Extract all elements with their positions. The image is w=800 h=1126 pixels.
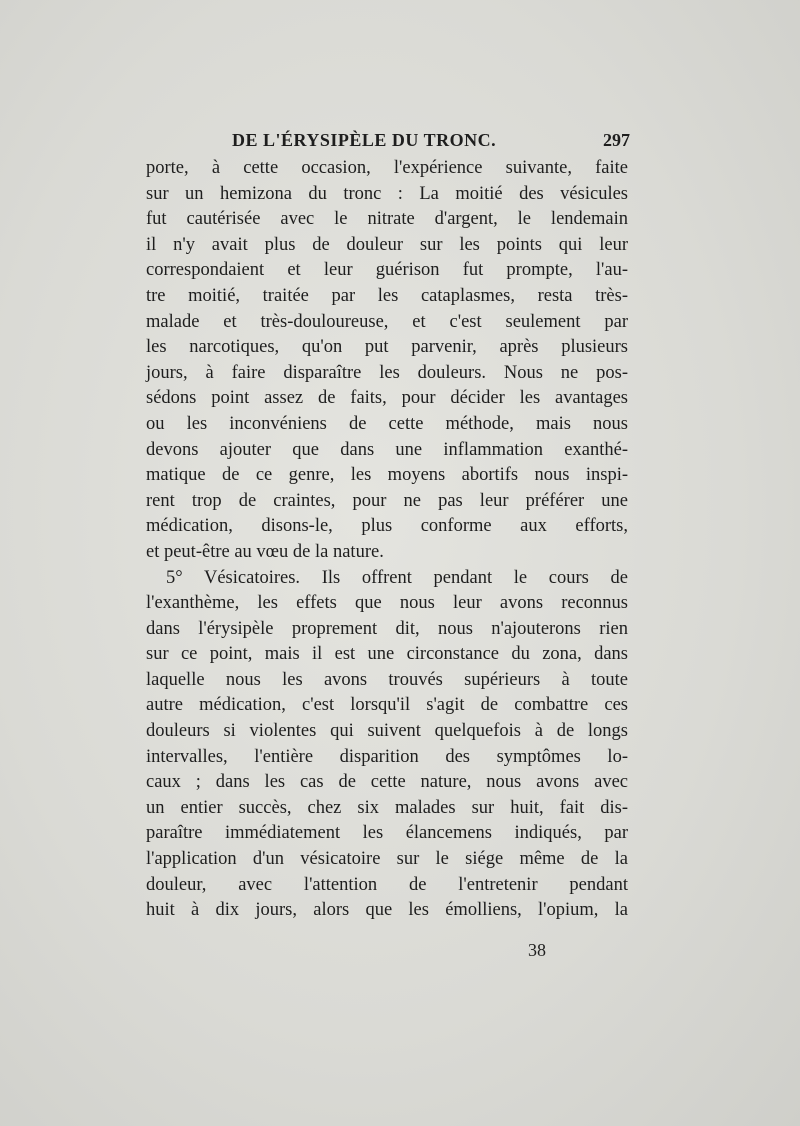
text-line: les narcotiques, qu'on put parvenir, après plusieurs	[146, 337, 628, 358]
text-line: médication, disons-le, plus conforme aux efforts,	[146, 516, 628, 537]
text-line: 5° Vésicatoires. Ils offrent pendant le cours de	[166, 567, 628, 588]
text-line: correspondaient et leur guérison fut prompte, l'au-	[146, 260, 628, 281]
text-line: dans l'érysipèle proprement dit, nous n'ajouterons rien	[146, 618, 628, 639]
text-line: l'application d'un vésicatoire sur le siége même de la	[146, 849, 628, 870]
text-line: sur ce point, mais il est une circonstance du zona, dans	[146, 644, 628, 665]
body-text	[146, 156, 628, 924]
header-title: DE L'ÉRYSIPÈLE DU TRONC.	[232, 130, 497, 150]
text-line: porte, à cette occasion, l'expérience suivante, faite	[146, 158, 628, 178]
signature-mark: 38	[528, 940, 546, 960]
text-line: l'exanthème, les effets que nous leur avons reconnus	[146, 593, 628, 614]
text-line: ou les inconvéniens de cette méthode, mais nous	[146, 413, 628, 434]
text-line: devons ajouter que dans une inflammation exanthé-	[146, 439, 628, 460]
paragraph-2	[146, 566, 628, 924]
text-line: laquelle nous les avons trouvés supérieurs à toute	[146, 669, 628, 690]
text-line: malade et très-douloureuse, et c'est seulement par	[146, 311, 628, 332]
text-line: sédons point assez de faits, pour décider les avantages	[146, 388, 628, 409]
text-line: tre moitié, traitée par les cataplasmes, resta très-	[146, 285, 628, 306]
text-line: matique de ce genre, les moyens abortifs nous inspi-	[146, 465, 628, 486]
text-line: et peut-être au vœu de la nature.	[146, 541, 384, 562]
text-line: douleurs si violentes qui suivent quelquefois à de longs	[146, 721, 628, 742]
text-line: paraître immédiatement les élancemens indiqués, par	[146, 823, 628, 844]
text-line: intervalles, l'entière disparition des symptômes lo-	[146, 746, 628, 767]
paragraph-1	[146, 156, 628, 566]
text-line: caux ; dans les cas de cette nature, nous avons avec	[146, 772, 628, 793]
text-line: autre médication, c'est lorsqu'il s'agit de combattre ces	[146, 695, 628, 716]
text-line: jours, à faire disparaître les douleurs. Nous ne pos-	[146, 362, 628, 383]
text-line: huit à dix jours, alors que les émolliens, l'opium, la	[146, 900, 628, 921]
text-line: sur un hemizona du tronc : La moitié des vésicules	[146, 183, 628, 204]
text-line: un entier succès, chez six malades sur huit, fait dis-	[146, 797, 628, 818]
text-line: fut cautérisée avec le nitrate d'argent, le lendemain	[146, 209, 628, 230]
running-header	[140, 128, 630, 156]
text-line: il n'y avait plus de douleur sur les points qui leur	[146, 234, 628, 255]
text-line: douleur, avec l'attention de l'entretenir pendant	[146, 874, 628, 895]
page-number: 297	[603, 130, 630, 150]
text-line: rent trop de craintes, pour ne pas leur préférer une	[146, 490, 628, 511]
